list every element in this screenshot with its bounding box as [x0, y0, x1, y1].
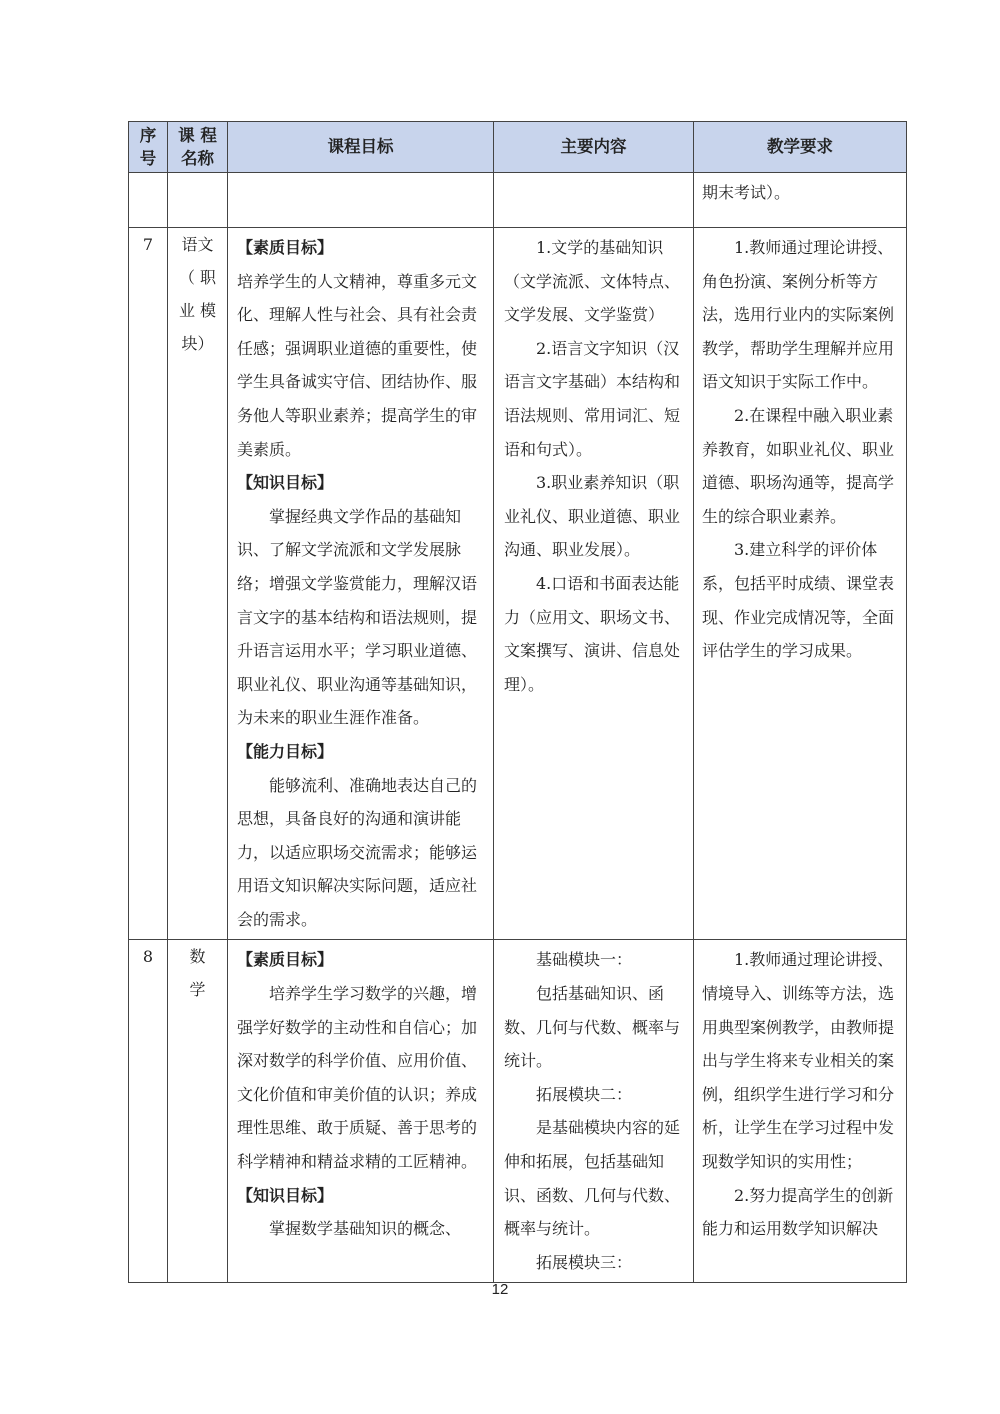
table-row — [129, 940, 907, 1283]
content-item: 4.口语和书面表达能力（应用文、职场文书、文案撰写、演讲、信息处理）。 — [504, 573, 681, 694]
continuation-name-cell — [168, 173, 228, 228]
curriculum-table — [128, 121, 907, 1283]
row-course-goal — [228, 228, 494, 940]
goal-label-ability: 【能力目标】 — [237, 741, 334, 761]
header-main-content: 主要内容 — [494, 122, 694, 173]
goal-text-knowledge: 掌握数学基础知识的概念、 — [269, 1219, 462, 1239]
goal-label-knowledge: 【知识目标】 — [237, 473, 334, 493]
continuation-seq-cell — [129, 173, 168, 228]
row-teaching-requirement — [694, 228, 907, 940]
content-item: 拓展模块二： — [536, 1084, 633, 1104]
table-header-row — [129, 122, 907, 173]
content-item: 是基础模块内容的延伸和拓展，包括基础知识、函数、几何与代数、概率与统计。 — [504, 1118, 681, 1239]
goal-text-quality: 培养学生学习数学的兴趣，增强学好数学的主动性和自信心；加深对数学的科学价值、应用价值、文化价值和审美价值的认识；养成理性思维、敢于质疑、善于思考的科学精神和精益求精的工匠精神。 — [237, 984, 478, 1172]
goal-label-knowledge: 【知识目标】 — [237, 1185, 334, 1205]
content-item: 3.职业素养知识（职业礼仪、职业道德、职业沟通、职业发展）。 — [504, 473, 681, 560]
page-number: 12 — [491, 1281, 509, 1298]
requirement-item: 1.教师通过理论讲授、角色扮演、案例分析等方法，选用行业内的实际案例教学，帮助学生理解并应用语文知识于实际工作中。 — [702, 238, 895, 392]
row-teaching-requirement — [694, 940, 907, 1283]
table-row — [129, 228, 907, 940]
goal-text-knowledge: 掌握经典文学作品的基础知识、了解文学流派和文学发展脉络；增强文学鉴赏能力，理解汉语言文字的基本结构和语法规则，提升语言运用水平；学习职业道德、职业礼仪、职业沟通等基础知识，为未来的职业生涯作准备。 — [237, 506, 478, 728]
row-seq: 8 — [129, 940, 168, 1283]
header-seq: 序 号 — [129, 122, 168, 173]
content-item: 1.文学的基础知识（文学流派、文体特点、文学发展、文学鉴赏） — [504, 238, 681, 325]
continuation-goal-cell — [228, 173, 494, 228]
table-row-continuation — [129, 173, 907, 228]
row-course-goal — [228, 940, 494, 1283]
row-main-content — [494, 940, 694, 1283]
content-item: 基础模块一： — [536, 950, 633, 970]
row-course-name: 数 学 — [168, 940, 228, 1283]
row-main-content — [494, 228, 694, 940]
requirement-item: 2.在课程中融入职业素养教育，如职业礼仪、职业道德、职场沟通等，提高学生的综合职业素养。 — [702, 405, 895, 526]
continuation-requirement-cell: 期末考试）。 — [694, 173, 907, 228]
requirement-item: 2.努力提高学生的创新能力和运用数学知识解决 — [702, 1185, 894, 1239]
header-course-name: 课 程 名称 — [168, 122, 228, 173]
continuation-content-cell — [494, 173, 694, 228]
requirement-item: 3.建立科学的评价体系，包括平时成绩、课堂表现、作业完成情况等，全面评估学生的学习成果。 — [702, 540, 895, 661]
header-course-goal: 课程目标 — [228, 122, 494, 173]
content-item: 拓展模块三： — [536, 1252, 633, 1272]
header-teaching-requirement: 教学要求 — [694, 122, 907, 173]
row-course-name: 语文 （ 职 业 模 块） — [168, 228, 228, 940]
goal-text-ability: 能够流利、准确地表达自己的思想，具备良好的沟通和演讲能力，以适应职场交流需求；能够运用语文知识解决实际问题，适应社会的需求。 — [237, 775, 478, 929]
requirement-item: 1.教师通过理论讲授、情境导入、训练等方法，选用典型案例教学，由教师提出与学生将来专业相关的案例，组织学生进行学习和分析，让学生在学习过程中发现数学知识的实用性； — [702, 950, 895, 1172]
content-item: 包括基础知识、函数、几何与代数、概率与统计。 — [504, 984, 681, 1071]
content-item: 2.语言文字知识（汉语言文字基础）本结构和语法规则、常用词汇、短语和句式）。 — [504, 338, 681, 459]
goal-label-quality: 【素质目标】 — [237, 238, 334, 257]
goal-label-quality: 【素质目标】 — [237, 950, 334, 970]
goal-text-quality: 培养学生的人文精神，尊重多元文化、理解人性与社会、具有社会责任感；强调职业道德的重要性，使学生具备诚实守信、团结协作、服务他人等职业素养；提高学生的审美素质。 — [237, 271, 478, 459]
row-seq: 7 — [129, 228, 168, 940]
